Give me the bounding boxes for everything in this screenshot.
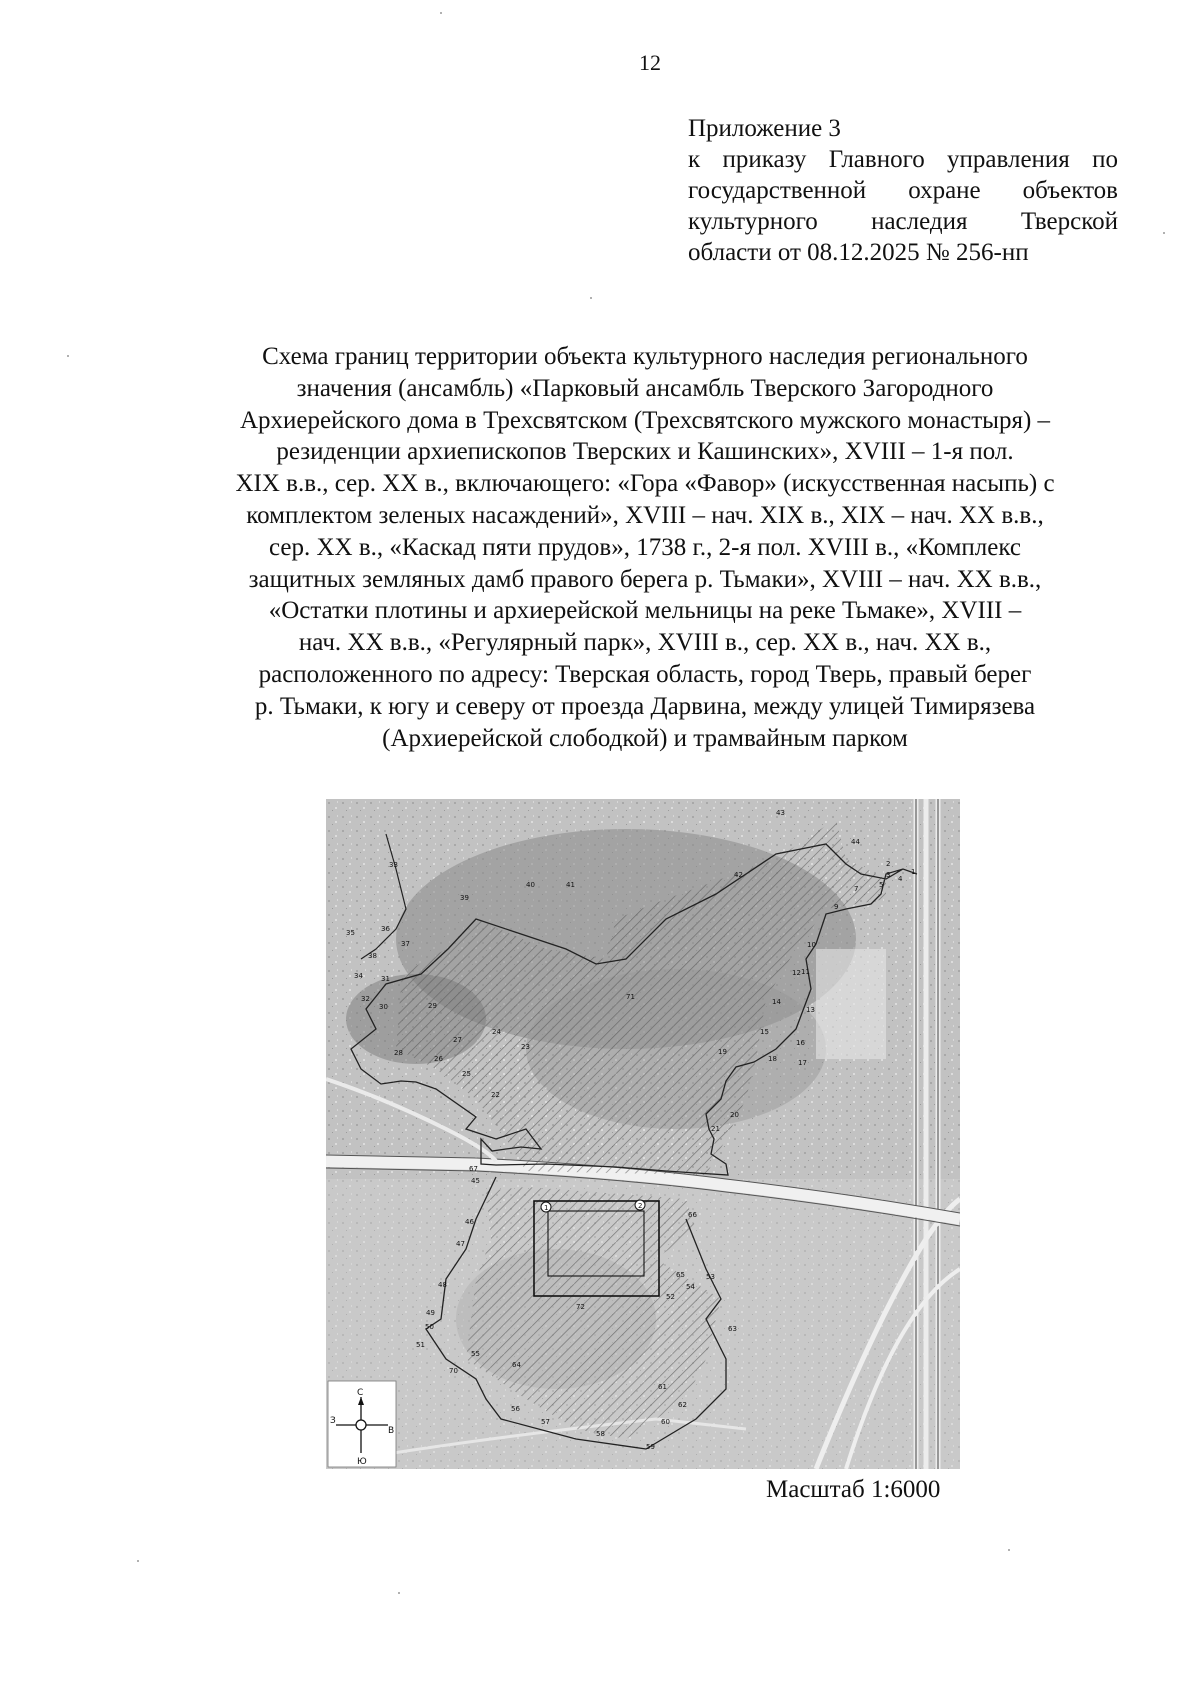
map-scale: Масштаб 1:6000 [766, 1476, 941, 1503]
compass-south: Ю [357, 1457, 367, 1467]
point-label: 12 [792, 969, 801, 977]
appendix-title: Приложение 3 [688, 115, 841, 142]
compass [328, 1381, 396, 1467]
point-label: 34 [354, 972, 363, 980]
point-label: 43 [776, 809, 785, 817]
point-label: 59 [646, 1443, 655, 1451]
point-label: 26 [434, 1055, 443, 1063]
point-label: 9 [834, 903, 839, 911]
point-label: 49 [426, 1309, 435, 1317]
point-label: 36 [381, 925, 390, 933]
point-label: 57 [541, 1418, 550, 1426]
point-label: 11 [801, 968, 810, 976]
point-label: 56 [511, 1405, 520, 1413]
scheme-title [150, 341, 1140, 754]
point-label: 23 [521, 1043, 530, 1051]
point-label: 3 [886, 871, 891, 879]
point-label: 37 [401, 940, 410, 948]
point-label: 19 [718, 1048, 727, 1056]
point-label: 13 [806, 1006, 815, 1014]
scan-speck [1163, 232, 1165, 234]
title-line: расположенного по адресу: Тверская область, город Тверь, правый берег [258, 660, 1032, 688]
point-label: 40 [526, 881, 535, 889]
scan-speck [398, 1592, 400, 1594]
compass-center [356, 1420, 366, 1430]
clearing [816, 949, 886, 1059]
point-label: 30 [379, 1003, 388, 1011]
point-label: 46 [465, 1218, 474, 1226]
title-line: XIX в.в., сер. XX в., включающего: «Гора «Фавор» (искусственная насыпь) с [235, 470, 1055, 498]
point-label: 20 [730, 1111, 739, 1119]
point-label: 45 [471, 1177, 480, 1185]
point-label: 58 [596, 1430, 605, 1438]
point-label: 62 [678, 1401, 687, 1409]
point-label: 48 [438, 1281, 447, 1289]
point-label: 66 [688, 1211, 697, 1219]
appendix-line: области от 08.12.2025 № 256-нп [688, 239, 1029, 266]
compass-west: З [330, 1416, 336, 1426]
title-line: (Архиерейской слободкой) и трамвайным парком [382, 724, 908, 752]
point-label: 54 [686, 1283, 695, 1291]
point-label: 24 [492, 1028, 501, 1036]
appendix-line: культурного наследия Тверской [688, 208, 1118, 235]
point-label: 52 [666, 1293, 675, 1301]
title-line: резиденции архиепископов Тверских и Кашинских», XVIII – 1-я пол. [276, 438, 1014, 466]
point-label: 35 [346, 929, 355, 937]
point-label: 32 [361, 995, 370, 1003]
marker-label: 2 [638, 1202, 643, 1210]
point-label: 65 [676, 1271, 685, 1279]
point-label: 61 [658, 1383, 667, 1391]
point-label: 16 [796, 1039, 805, 1047]
point-label: 1 [911, 868, 916, 876]
point-label: 10 [807, 941, 816, 949]
point-label: 14 [772, 998, 781, 1006]
boundary-map [326, 799, 960, 1469]
point-label: 72 [576, 1303, 585, 1311]
page-number: 12 [639, 50, 661, 75]
point-label: 29 [428, 1002, 437, 1010]
title-line: «Остатки плотины и архиерейской мельницы на реке Тьмаке», XVIII – [268, 597, 1022, 625]
title-line: нач. XX в.в., «Регулярный парк», XVIII в., сер. XX в., нач. XX в., [298, 629, 992, 657]
title-line: комплектом зеленых насаждений», XVIII – нач. XIX в., XIX – нач. XX в.в., [246, 501, 1044, 529]
point-label: 21 [711, 1125, 720, 1133]
scan-speck [67, 355, 69, 357]
point-label: 70 [449, 1367, 458, 1375]
point-label: 17 [798, 1059, 807, 1067]
point-label: 15 [760, 1028, 769, 1036]
compass-north: С [357, 1388, 364, 1398]
point-label: 31 [381, 975, 390, 983]
point-label: 50 [425, 1323, 434, 1331]
point-label: 25 [462, 1070, 471, 1078]
point-label: 2 [886, 860, 891, 868]
point-label: 44 [851, 838, 860, 846]
point-label: 55 [471, 1350, 480, 1358]
point-label: 22 [491, 1091, 500, 1099]
point-label: 27 [453, 1036, 462, 1044]
scan-speck [137, 1560, 139, 1562]
appendix-block [688, 113, 1118, 268]
point-label: 71 [626, 993, 635, 1001]
title-line: сер. XX в., «Каскад пяти прудов», 1738 г., 2-я пол. XVIII в., «Комплекс [269, 533, 1021, 561]
point-label: 51 [416, 1341, 425, 1349]
point-label: 5 [879, 881, 884, 889]
appendix-line: государственной охране объектов [688, 177, 1118, 204]
point-label: 41 [566, 881, 575, 889]
point-label: 38 [368, 952, 377, 960]
point-label: 67 [469, 1165, 478, 1173]
scan-speck [590, 297, 592, 299]
title-line: защитных земляных дамб правого берега р. Тьмаки», XVIII – нач. XX в.в., [248, 565, 1042, 593]
point-label: 60 [661, 1418, 670, 1426]
point-label: 28 [394, 1049, 403, 1057]
title-line: р. Тьмаки, к югу и северу от проезда Дарвина, между улицей Тимирязева [254, 692, 1036, 720]
point-label: 33 [389, 861, 398, 869]
point-label: 7 [854, 885, 859, 893]
point-label: 18 [768, 1055, 777, 1063]
scan-speck [1008, 1549, 1010, 1551]
compass-east: В [388, 1426, 395, 1436]
point-label: 63 [728, 1325, 737, 1333]
point-label: 53 [706, 1273, 715, 1281]
appendix-line: к приказу Главного управления по [688, 146, 1118, 173]
point-label: 42 [734, 871, 743, 879]
point-label: 64 [512, 1361, 521, 1369]
title-line: Архиерейского дома в Трехсвятском (Трехсвятского мужского монастыря) – [239, 406, 1051, 434]
point-label: 47 [456, 1240, 465, 1248]
title-line: значения (ансамбль) «Парковый ансамбль Тверского Загородного [296, 374, 994, 402]
point-label: 4 [898, 875, 903, 883]
scan-speck [440, 12, 442, 14]
title-line: Схема границ территории объекта культурного наследия регионального [262, 343, 1028, 370]
map-svg [326, 799, 960, 1469]
point-label: 39 [460, 894, 469, 902]
marker-label: 1 [544, 1204, 549, 1212]
